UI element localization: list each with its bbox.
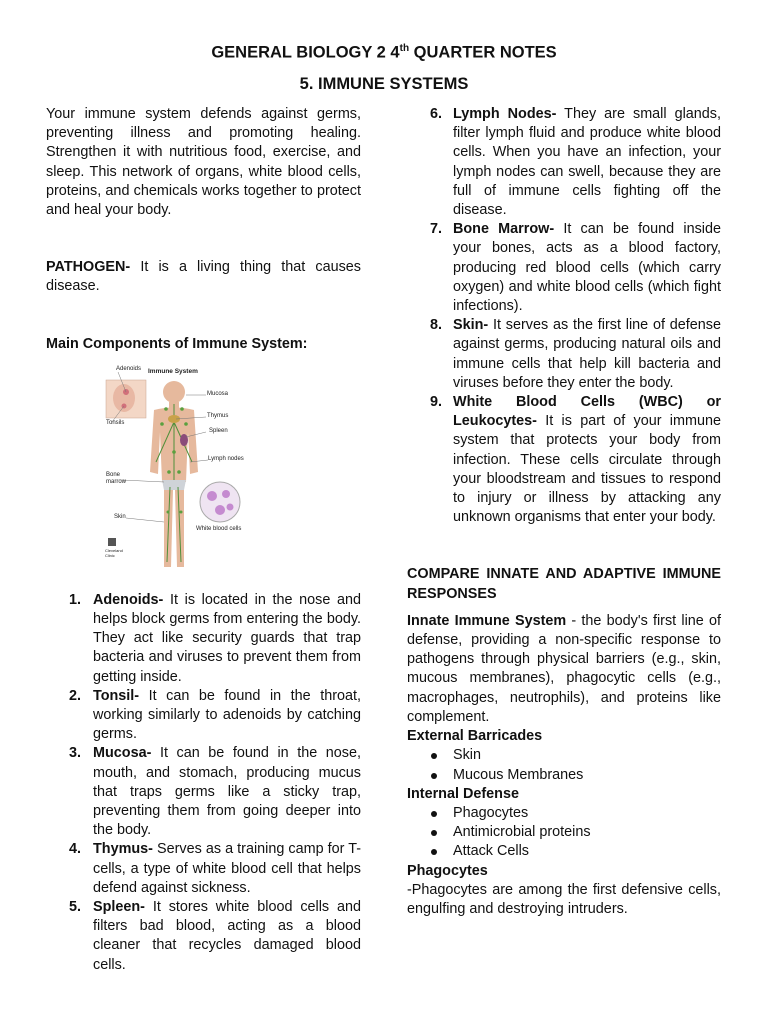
wbc-magnifier [200,482,240,522]
list-item: Phagocytes [407,804,721,823]
pathogen-definition: PATHOGEN- It is a living thing that causes disease. [46,259,361,295]
label-adenoids: Adenoids [116,365,142,372]
section-title: 5. IMMUNE SYSTEMS [299,75,469,93]
list-item: 9. White Blood Cells (WBC) or Leukocytes- It is part of your immune system that protects your body from infection. These cells circulate through your bloodstream and tissues to respond to injury or illness by attacking any unknown organisms that enter your body. [430,394,721,526]
spleen-organ [180,434,188,446]
list-item: 7. Bone Marrow- It can be found inside your bones, acts as a blood factory, producing red blood cells (which carry oxygen) and white blood cells (which fight infections). [430,221,721,315]
components-heading: Main Components of Immune System: [46,335,308,352]
figure-head [163,381,185,403]
list-item: 3. Mucosa- It can be found in the nose, mouth, and stomach, producing mucus that traps germs like a sticky trap, preventing them from going deeper into the body. [69,745,361,839]
bullet-icon [431,753,437,759]
internal-list [407,804,721,862]
internal-heading: Internal Defense [407,785,519,802]
list-item: Attack Cells [407,842,721,861]
phagocytes-heading: Phagocytes [407,862,488,879]
list-item: 1. Adenoids- It is located in the nose and helps block germs from entering the body. They act like security guards that trap bacteria and viruses to prevent them from getting inside. [69,591,361,685]
bullet-icon [431,811,437,817]
bullet-icon [431,773,437,779]
immune-system-diagram [104,362,384,582]
innate-definition: Innate Immune System - the body's first line of defense, providing a non-specific response to pathogens through physical barriers (e.g., skin, mucous membranes), phagocytic cells (e.g., macrophages, neutrophils), and proteins like complement. [407,612,721,725]
list-item: 6. Lymph Nodes- They are small glands, filter lymph fluid and produce white blood cells. When you have an infection, your lymph nodes can swell, because they are full of immune cells fighting off the disease. [430,106,721,219]
list-item: 8. Skin- It serves as the first line of defense against germs, producing natural oils and immune cells that help kill bacteria and viruses before they enter the body. [430,317,721,391]
label-source: Cleveland Clinic [105,547,123,558]
diagram-title: Immune System [148,367,198,375]
page-title: GENERAL BIOLOGY 2 4th QUARTER NOTES [211,43,557,62]
label-lymph-nodes: Lymph nodes [208,455,244,462]
external-heading: External Barricades [407,728,543,745]
list-item: 2. Tonsil- It can be found in the throat, working similarly to adenoids by catching germs. [69,687,361,743]
components-list-left [46,591,361,975]
label-mucosa: Mucosa [207,390,229,397]
list-item: Antimicrobial proteins [407,823,721,842]
list-item: 4. Thymus- Serves as a training camp for T-cells, a type of white blood cell that helps defend against sickness. [69,841,361,896]
label-bone-marrow: Bone marrow [106,471,127,485]
compare-heading: COMPARE INNATE AND ADAPTIVE IMMUNE RESPONSES [407,566,721,602]
intro-paragraph: Your immune system defends against germs, preventing illness and promoting healing. Strengthen it with nutritious food, exercise, and sleep. This network of organs, white blood cells, proteins, and chemicals works together to protect and heal your body. [46,106,361,219]
label-skin: Skin [114,513,126,520]
list-item: Skin [407,746,721,765]
left-column [46,105,361,975]
label-thymus: Thymus [207,412,229,419]
external-list [407,746,721,784]
components-list-right [407,105,721,527]
bullet-icon [431,849,437,855]
bullet-icon [431,830,437,836]
label-tonsils: Tonsils [106,419,125,426]
right-column [407,105,721,919]
list-item: Mucous Membranes [407,766,721,785]
list-item: 5. Spleen- It stores white blood cells and filters bad blood, acting as a blood cleaner that recycles damaged blood cells. [69,899,361,973]
figure-shorts [162,480,186,490]
phagocytes-text: -Phagocytes are among the first defensive cells, engulfing and destroying intruders. [407,881,721,917]
body-illustration [104,362,384,582]
clinic-logo [108,538,116,546]
label-white-blood-cells: White blood cells [196,525,242,532]
label-spleen: Spleen [209,427,228,434]
